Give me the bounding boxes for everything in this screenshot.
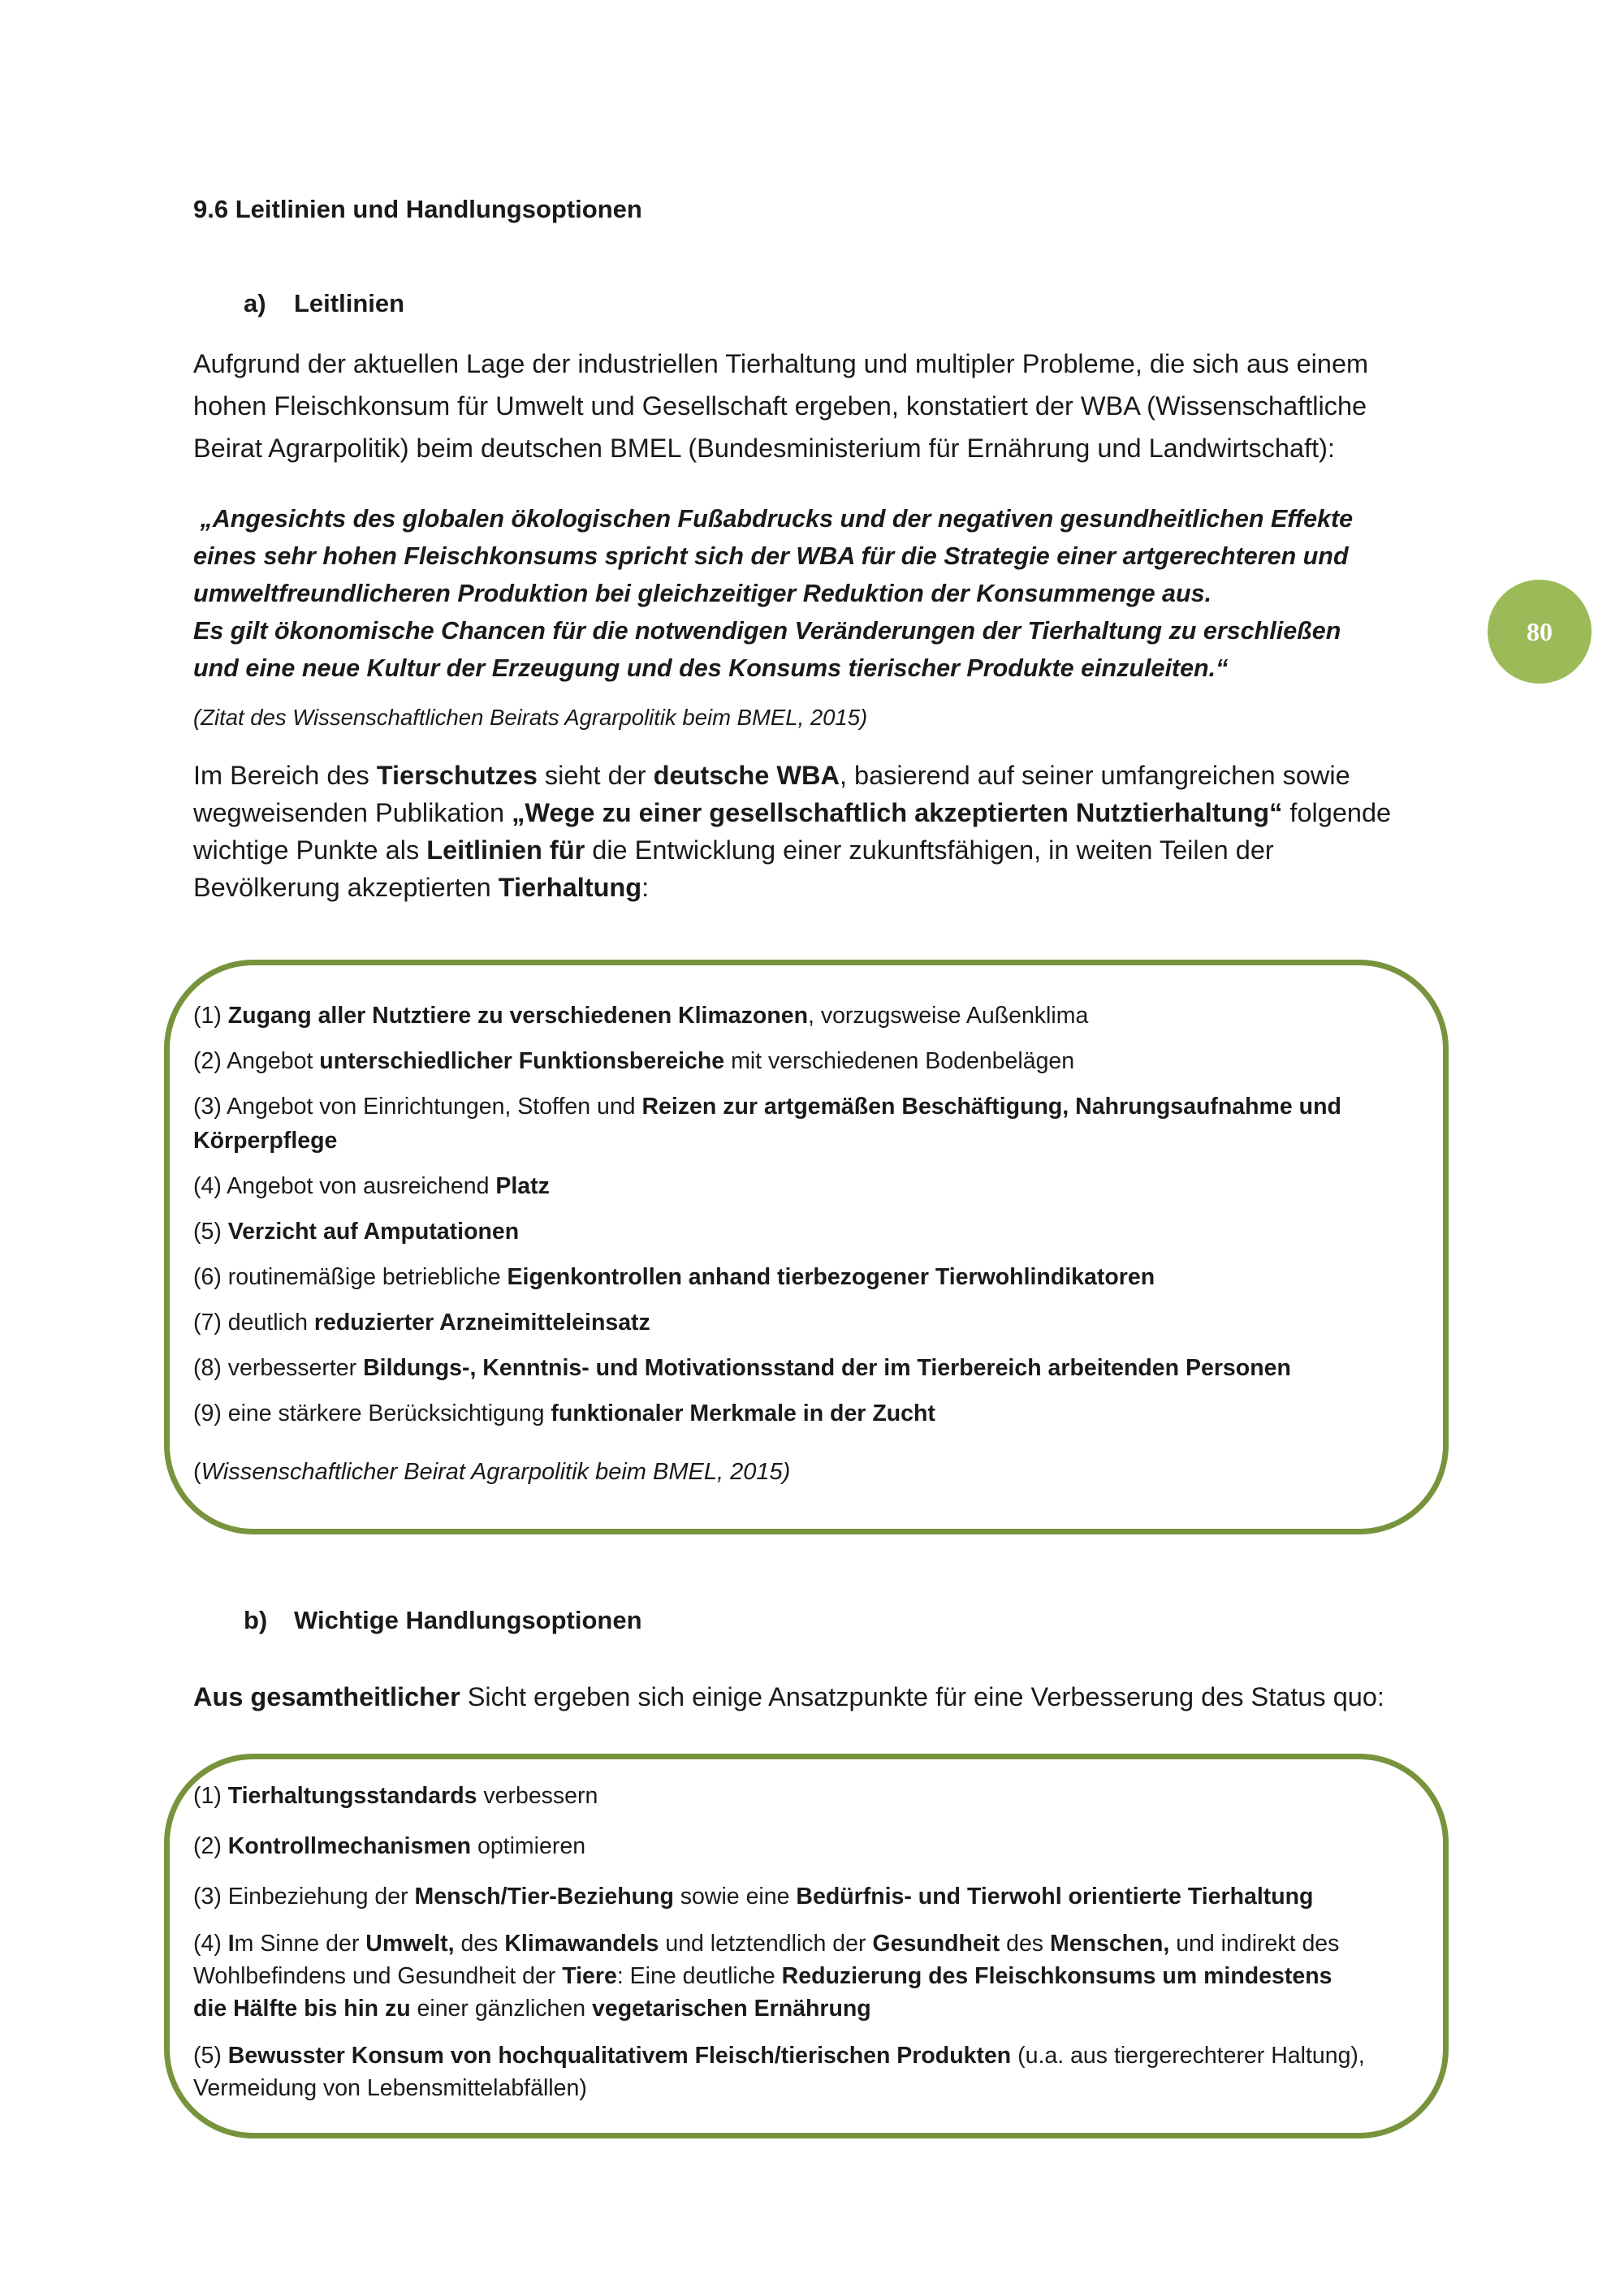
wba-line: Im Bereich des Tierschutzes sieht der deutsche WBA, basierend auf seiner umfangreichen sowie (193, 761, 1350, 790)
quote-line: und eine neue Kultur der Erzeugung und des Konsums tierischer Produkte einzuleiten.“ (193, 654, 1229, 682)
intro-line: Beirat Agrarpolitik) beim deutschen BMEL (Bundesministerium für Ernährung und Landwirtschaft): (193, 434, 1335, 463)
list-item: (2) Angebot unterschiedlicher Funktionsbereiche mit verschiedenen Bodenbelägen (193, 1048, 1075, 1074)
list-item: (5) Bewusster Konsum von hochqualitativem Fleisch/tierischen Produkten (u.a. aus tiergerechterer Haltung), Vermeidung von Lebensmittelabfällen) (193, 2043, 1365, 2101)
intro-line: hohen Fleischkonsum für Umwelt und Gesellschaft ergeben, konstatiert der WBA (Wissenschaftliche (193, 391, 1367, 421)
options-intro: Aus gesamtheitlicher Sicht ergeben sich einige Ansatzpunkte für eine Verbesserung des Status quo: (193, 1682, 1384, 1711)
list-item: (4) Angebot von ausreichend Platz (193, 1173, 550, 1199)
list-item: (1) Zugang aller Nutztiere zu verschiedenen Klimazonen, vorzugsweise Außenklima (193, 1003, 1089, 1029)
quote-line: umweltfreundlicheren Produktion bei gleichzeitiger Reduktion der Konsummenge aus. (193, 580, 1212, 607)
quote-line: eines sehr hohen Fleischkonsums spricht sich der WBA für die Strategie einer artgerechteren und (193, 542, 1349, 570)
list-item: (2) Kontrollmechanismen optimieren (193, 1833, 586, 1859)
options-list (193, 1780, 1436, 2104)
intro-line: Aufgrund der aktuellen Lage der industriellen Tierhaltung und multipler Probleme, die sich aus einem (193, 349, 1369, 378)
wba-quote (193, 500, 1460, 687)
quote-line: „Angesichts des globalen ökologischen Fußabdrucks und der negativen gesundheitlichen Effekte (193, 505, 1354, 533)
list-item: (6) routinemäßige betriebliche Eigenkontrollen anhand tierbezogener Tierwohlindikatoren (193, 1264, 1155, 1290)
subheading-a-title: Leitlinien (294, 289, 405, 317)
subheading-b-label: b) (244, 1606, 268, 1634)
wba-paragraph (193, 757, 1460, 906)
section-heading: 9.6 Leitlinien und Handlungsoptionen (193, 195, 642, 223)
leitlinien-list (193, 999, 1436, 1489)
wba-line: wegweisenden Publikation „Wege zu einer gesellschaftlich akzeptierten Nutztierhaltung“ folgende (193, 798, 1392, 827)
intro-paragraph (193, 343, 1460, 469)
list-item: (4) Im Sinne der Umwelt, des Klimawandels und letztendlich der Gesundheit des Menschen, und indirekt des Wohlbefindens und Gesundheit der Tiere: Eine deutliche Reduzierung des Fleischkonsums um mindestens die Hälfte bis hin zu einer gänzlichen vegetarischen Ernährung (193, 1931, 1340, 2022)
subheading-b-title: Wichtige Handlungsoptionen (294, 1606, 642, 1634)
list-item: (9) eine stärkere Berücksichtigung funktionaler Merkmale in der Zucht (193, 1400, 935, 1426)
leitlinien-citation: (Wissenschaftlicher Beirat Agrarpolitik beim BMEL, 2015) (193, 1459, 791, 1485)
list-item: (5) Verzicht auf Amputationen (193, 1219, 520, 1245)
subheading-a (244, 289, 404, 318)
page-number-badge: 80 (1488, 580, 1592, 684)
subheading-a-label: a) (244, 289, 266, 317)
wba-line: wichtige Punkte als Leitlinien für die Entwicklung einer zukunftsfähigen, in weiten Teilen der (193, 835, 1274, 865)
list-item: (1) Tierhaltungsstandards verbessern (193, 1783, 598, 1809)
list-item: (3) Angebot von Einrichtungen, Stoffen und Reizen zur artgemäßen Beschäftigung, Nahrungsaufnahme und Körperpflege (193, 1094, 1341, 1154)
wba-line: Bevölkerung akzeptierten Tierhaltung: (193, 873, 650, 902)
list-item: (8) verbesserter Bildungs-, Kenntnis- und Motivationsstand der im Tierbereich arbeitenden Personen (193, 1355, 1291, 1381)
quote-citation: (Zitat des Wissenschaftlichen Beirats Agrarpolitik beim BMEL, 2015) (193, 705, 868, 730)
list-item: (3) Einbeziehung der Mensch/Tier-Beziehung sowie eine Bedürfnis- und Tierwohl orientierte Tierhaltung (193, 1884, 1314, 1910)
subheading-b (244, 1606, 642, 1635)
quote-line: Es gilt ökonomische Chancen für die notwendigen Veränderungen der Tierhaltung zu erschließen (193, 617, 1341, 645)
list-item: (7) deutlich reduzierter Arzneimitteleinsatz (193, 1310, 650, 1336)
